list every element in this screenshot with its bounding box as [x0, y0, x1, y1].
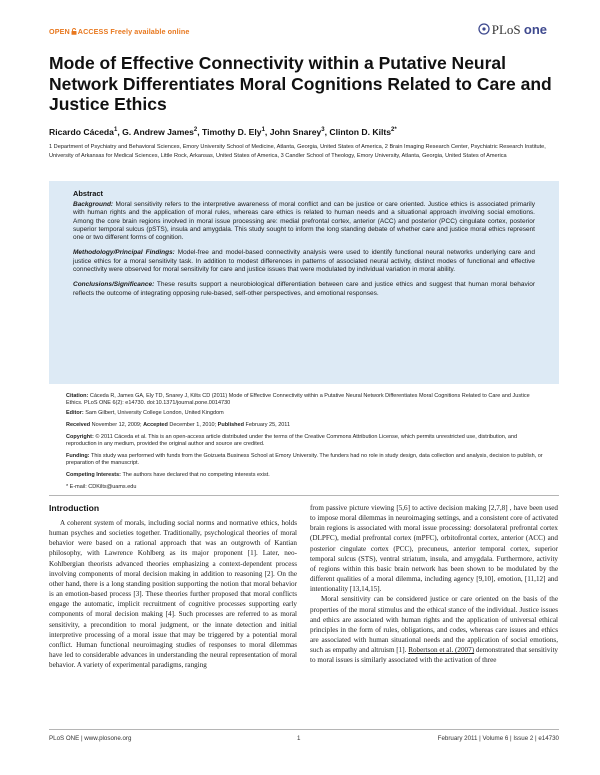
copyright-label: Copyright: [66, 434, 94, 440]
p2-text-a: Moral sensitivity can be considered justice or care oriented on the basis of the properties of the moral stimulus and the ethical stance of the individual. Justice issues and ethics are associated with human rights and the application of universal ethical principles in the form of rules, obligations, and codes, whereas care issues and ethics are associated with human situational needs and the application of social emotions, such as empathy and altruism [1]. [310, 595, 558, 655]
p2-text-b: demonstrated that sensitivity to moral issues is similarly associated with the activation of three [310, 646, 559, 665]
citation [66, 393, 544, 408]
open-access-badge [49, 27, 189, 36]
author-affil: 1 [113, 127, 118, 134]
funding-text: This study was performed with funds from the Goizueta Business School at Emory University. The funders had no role in study design, data collection and analysis, decision to publish, or preparation of the manuscript. [66, 453, 543, 467]
journal-one-text: one [523, 22, 547, 37]
received-label: Received [66, 422, 91, 428]
conclusions-label: Conclusions/Significance: [73, 281, 155, 289]
abstract-background [73, 201, 535, 242]
editor-text: Sam Gilbert, University College London, United Kingdom [83, 410, 224, 416]
abstract-conclusions [73, 281, 535, 298]
dates [66, 422, 544, 429]
published-label: Published [217, 422, 244, 428]
editor [66, 410, 544, 417]
footer-divider [49, 729, 559, 730]
affiliations: 1 Department of Psychiatry and Behavioral Sciences, Emory University School of Medicine, Atlanta, Georgia, United States of America, 2 Brain Imaging Research Center, Psychiatric Research Institute, University of Arkansas for Medical Sciences, Little Rock, Arkansas, United States of America, 3 Candler School of Theology, Emory University, Atlanta, Georgia, United States of America [49, 144, 546, 159]
author-email: * E-mail: CDKilts@uams.edu [66, 484, 137, 490]
background-label: Background: [73, 201, 114, 208]
editor-label: Editor: [66, 410, 84, 416]
author-affil: 3 [321, 127, 325, 134]
open-access-left: OPEN [49, 27, 70, 36]
journal-logo [478, 22, 547, 38]
abstract-methods [73, 249, 535, 274]
accepted-label: Accepted [143, 422, 168, 428]
intro-left-column [49, 518, 297, 670]
intro-right-column [310, 503, 558, 666]
journal-plos-text: PLoS [491, 22, 521, 37]
author-name: John Snarey [269, 127, 322, 137]
copyright [66, 434, 544, 449]
footer-page-number: 1 [297, 735, 301, 742]
author-name: G. Andrew James [122, 127, 194, 137]
intro-right-paragraph-1: from passive picture viewing [5,6] to active decision making [2,7,8] , have been used to impose moral dilemmas in neuroimaging settings, and a consistent core of activated brain regions is associated with moral issue processing: dorsolateral prefrontal cortex (DLPFC), medial prefrontal cortex (mPFC), orbitofrontal cortex, anterior (ACC) and posterior cingulate cortex (PCC), precuneus, anterior temporal cortex, superior temporal sulcus (STS), ventral striatum, insula, and amygdala. Furthermore, activity of regions within this basic brain network has been shown to be modulated by the different qualities of a moral dilemma, including agency [9,10], emotion, [11,12] and intentionality [13,14,15]. [310, 504, 558, 594]
competing-interests [66, 472, 544, 479]
background-text: Moral sensitivity refers to the interpretive awareness of moral conflict and can be justice or care oriented. Justice ethics is associated primarily with human rights and the application of moral rules, whereas care ethics is related to human needs and a situational approach involving social emotions. Among the core brain regions involved in moral issue processing are: medial prefrontal cortex, anterior (ACC) and posterior (PCC) cingulate cortex, posterior superior temporal sulcus (pSTS), insula and amygdala. This study sought to inform the long standing debate of whether care and justice moral ethics represent one or two different forms of cognition. [73, 201, 535, 242]
copyright-text: © 2011 Cáceda et al. This is an open-access article distributed under the terms of the Creative Commons Attribution License, which permits unrestricted use, distribution, and reproduction in any medium, provided the original author and source are credited. [66, 434, 518, 448]
methods-label: Methodology/Principal Findings: [73, 249, 175, 257]
footer-left: PLoS ONE | www.plosone.org [49, 735, 132, 742]
received-date: November 12, 2009; [90, 422, 144, 428]
abstract-heading: Abstract [73, 189, 103, 198]
competing-text: The authors have declared that no competing interests exist. [121, 472, 270, 478]
author-affil: 2* [391, 127, 397, 134]
competing-label: Competing Interests: [66, 472, 122, 478]
open-lock-icon [71, 28, 77, 35]
author-affil: 2 [193, 127, 198, 134]
divider [49, 495, 559, 496]
author-name: Clinton D. Kilts [329, 127, 391, 137]
author-name: Ricardo Cáceda [49, 127, 114, 137]
conclusions-text: These results support a neurobiological differentiation between care and justice ethics and suggest that human moral behavior reflects the outcome of integrating opposing rule-based, self-other perspectives, and emotional responses. [73, 281, 535, 297]
footer-right: February 2011 | Volume 6 | Issue 2 | e14730 [437, 735, 559, 742]
author-affil: 1 [261, 127, 265, 134]
intro-heading: Introduction [49, 503, 100, 513]
published-date: February 25, 2011 [243, 422, 291, 428]
author-name: Timothy D. Ely [202, 127, 262, 137]
funding-label: Funding: [66, 453, 90, 459]
open-access-right: ACCESS Freely available online [77, 27, 190, 36]
methods-text: Model-free and model-based connectivity analysis were used to identify functional neural networks underlying care and justice ethics for a moral sensitivity task. In addition to modest differences in patterns of associated neural activity, distinct modes of functional and effective connectivity were observed for moral sensitivity for care and justice issues that were modulated by individual variation in moral ability. [73, 249, 536, 274]
article-title: Mode of Effective Connectivity within a Putative Neural Network Differentiates Moral Cognitions Related to Care and Justice Ethics [49, 53, 552, 114]
abstract-box [49, 181, 559, 384]
citation-label: Citation: [66, 393, 89, 399]
funding [66, 453, 544, 468]
plos-logo-icon [478, 23, 490, 35]
intro-left-paragraph: A coherent system of morals, including social norms and normative ethics, holds human psyches and societies together. Traditionally, psychological theories of moral behavior were based on a rational approach that was an outgrowth of Kantian philosophy, with Lawrence Kohlberg as its major proponent [1]. Later, neo-Kohlbergian theorists advanced theories emphasizing a context-dependent process involving components of moral decision making in addition to reasoning [2]. On the other hand, there is a long standing position supporting the notion that moral behavior is an emotion-based process [3]. These theories further proposed that moral conflicts engage the automatic, implicit recruitment of cognitive processes supporting early components of moral decision making [4]. Such processes are referred to as moral sensitivity, a precondition to moral judgment, or the innate detection and initial interpretive processing of a moral issue that may be triggered by a potential moral conflict. Human functional neuroimaging studies of responses to moral dilemmas have led to considerable advances in understanding the neural representation of moral behavior. A variety of experimental paradigms, ranging [49, 519, 297, 670]
author-list: Ricardo Cáceda$^1$, G. Andrew James$^2$, Timothy D. Ely$^1$, John Snarey$^3$, Clinton D. Kilts$^{2*}$ [49, 127, 397, 137]
citation-text: Cáceda R, James GA, Ely TD, Snarey J, Kilts CD (2011) Mode of Effective Connectivity within a Putative Neural Network Differentiates Moral Cognitions Related to Care and Justice Ethics. PLoS ONE 6(2): e14730. doi:10.1371/journal.pone.0014730 [66, 393, 530, 407]
accepted-date: December 1, 2010; [167, 422, 218, 428]
robertson-citation-link[interactable]: Robertson et al. (2007) [408, 646, 475, 655]
intro-right-paragraph-2 [310, 594, 558, 665]
